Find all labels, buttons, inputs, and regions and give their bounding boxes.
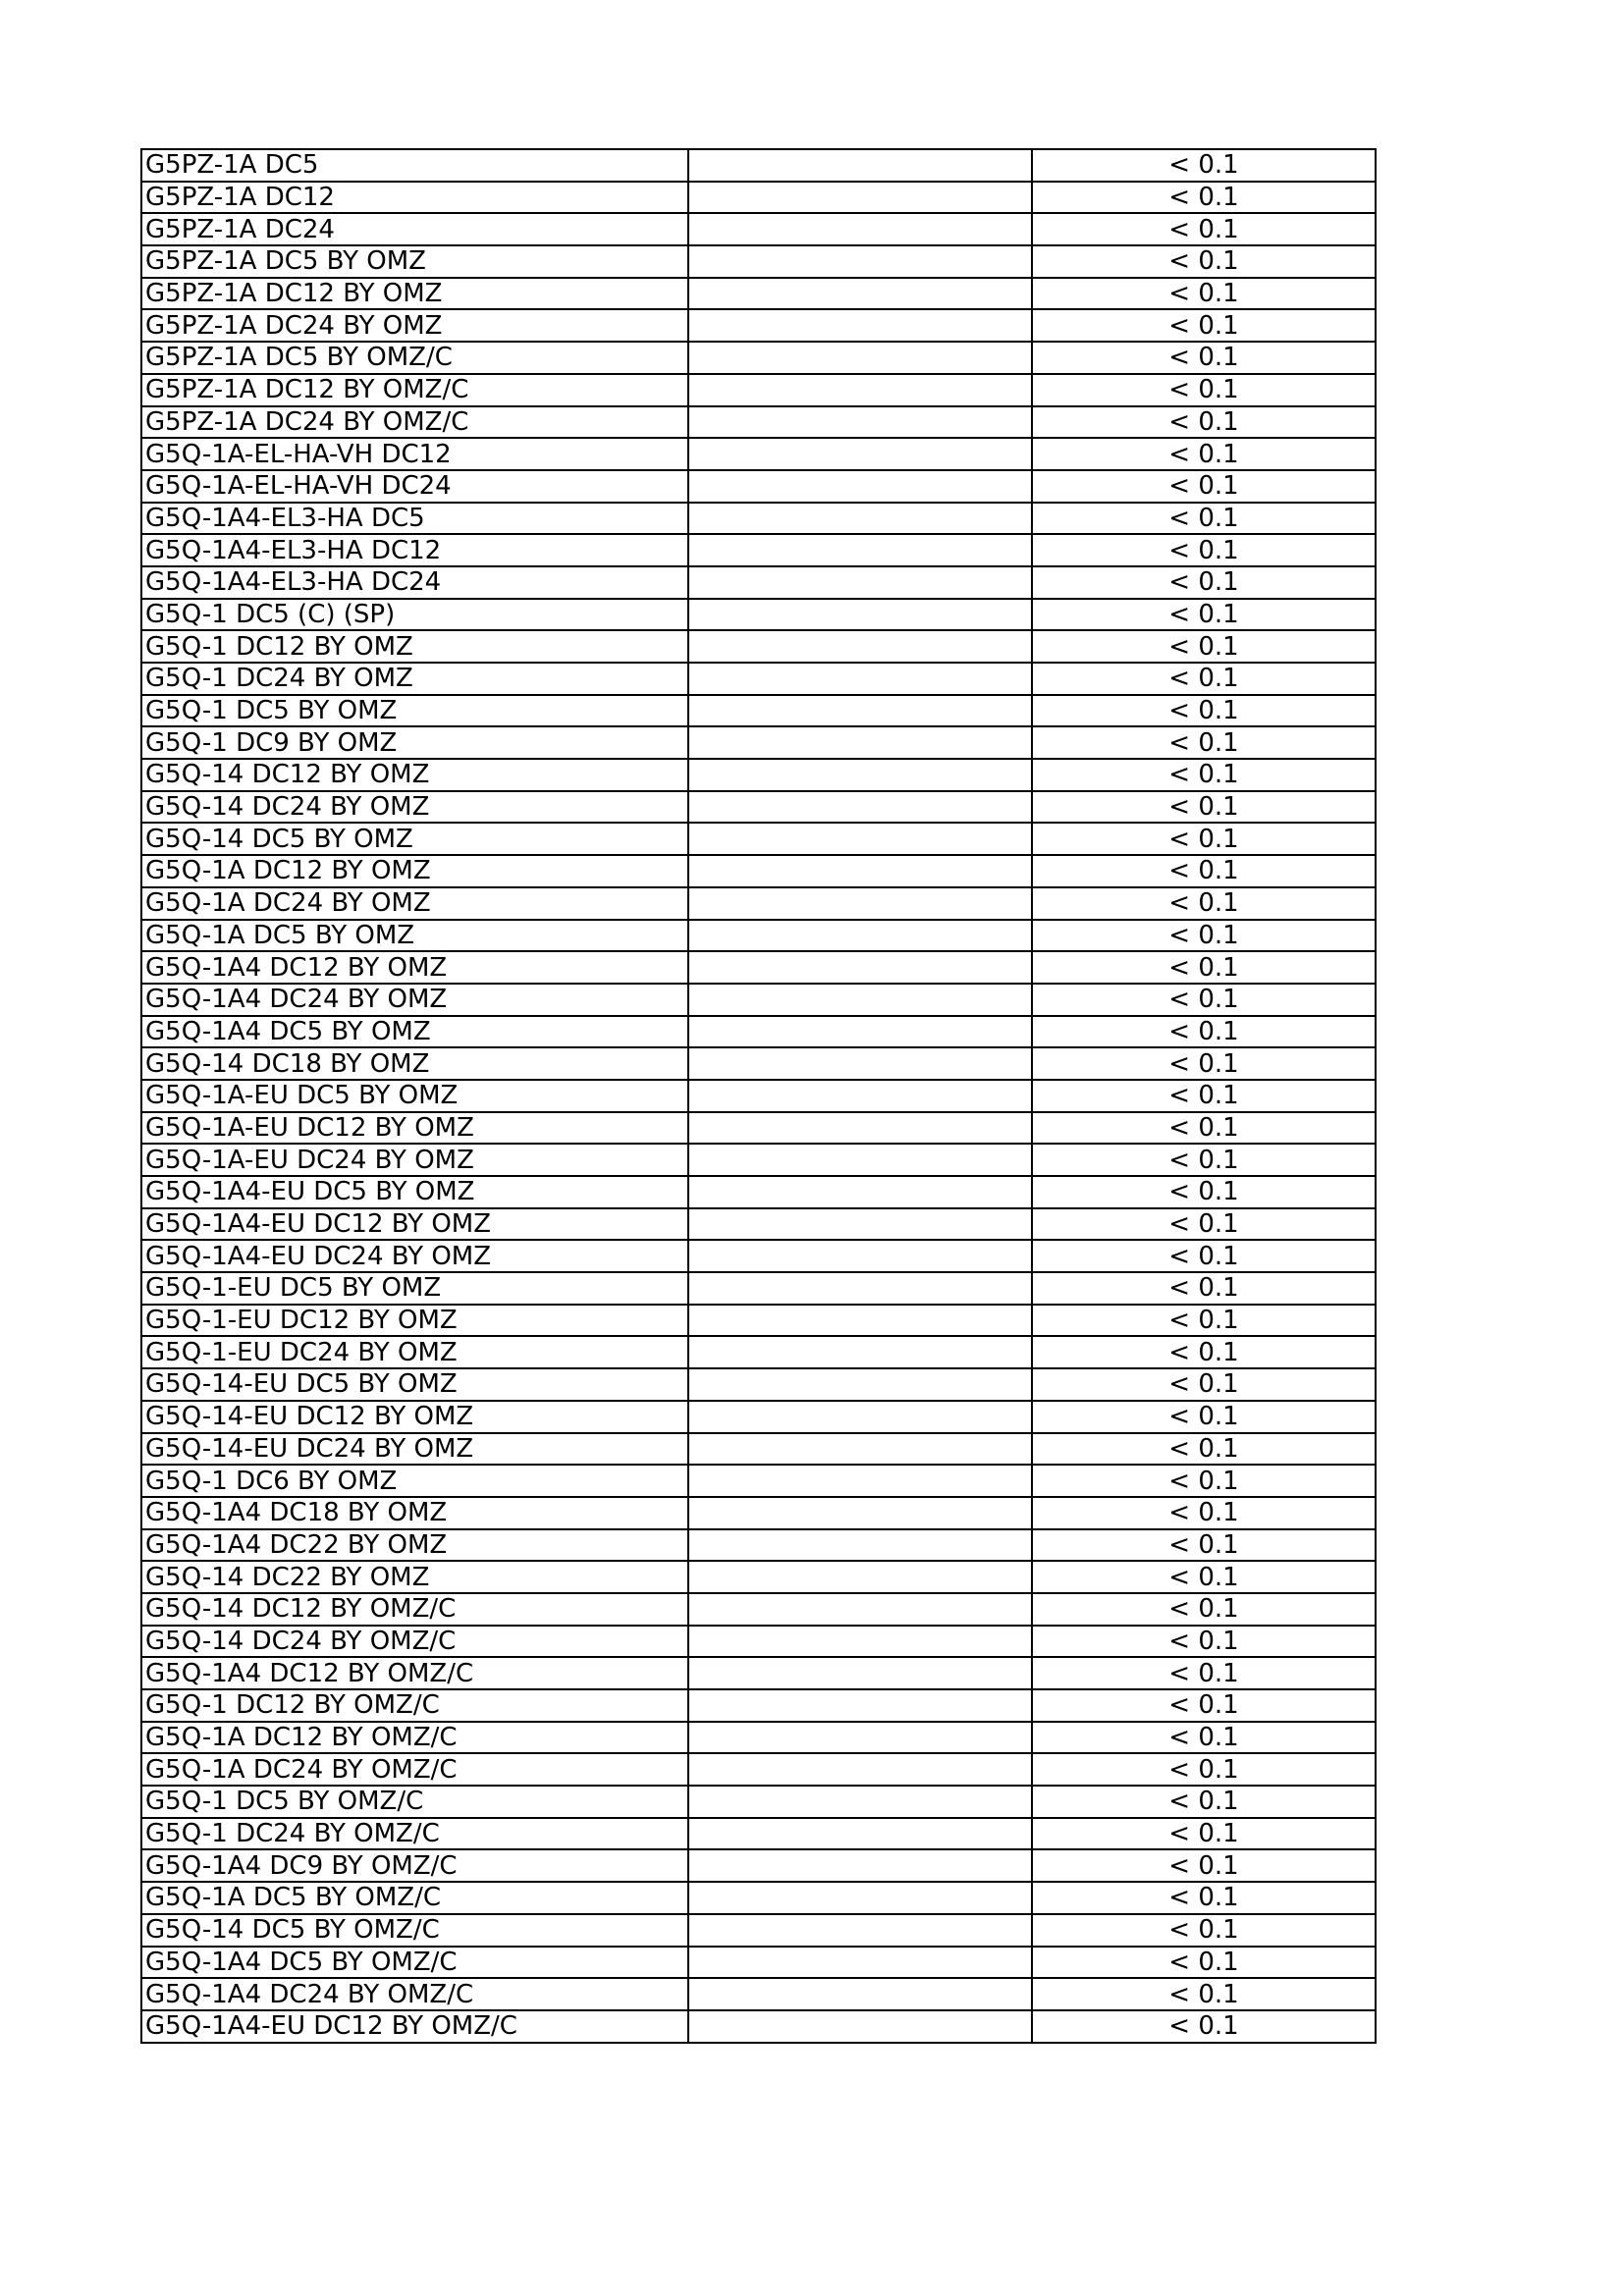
part-number-cell: G5Q-1A4 DC5 BY OMZ bbox=[141, 1016, 688, 1048]
empty-cell bbox=[688, 599, 1032, 631]
value-cell: < 0.1 bbox=[1032, 1657, 1376, 1689]
table-row bbox=[141, 374, 1376, 406]
part-number-cell: G5Q-1A4-EU DC24 BY OMZ bbox=[141, 1240, 688, 1272]
part-number-cell: G5Q-1-EU DC5 BY OMZ bbox=[141, 1272, 688, 1305]
table-row bbox=[141, 599, 1376, 631]
value-cell: < 0.1 bbox=[1032, 1080, 1376, 1112]
empty-cell bbox=[688, 1176, 1032, 1208]
value-cell: < 0.1 bbox=[1032, 726, 1376, 759]
part-number-cell: G5Q-14-EU DC5 BY OMZ bbox=[141, 1368, 688, 1401]
value-cell: < 0.1 bbox=[1032, 630, 1376, 663]
table-row bbox=[141, 534, 1376, 566]
empty-cell bbox=[688, 149, 1032, 182]
empty-cell bbox=[688, 1112, 1032, 1145]
table-row bbox=[141, 1272, 1376, 1305]
table-row bbox=[141, 1689, 1376, 1722]
value-cell: < 0.1 bbox=[1032, 1914, 1376, 1947]
value-cell: < 0.1 bbox=[1032, 1401, 1376, 1433]
value-cell: < 0.1 bbox=[1032, 534, 1376, 566]
table-row bbox=[141, 695, 1376, 727]
empty-cell bbox=[688, 1561, 1032, 1593]
value-cell: < 0.1 bbox=[1032, 823, 1376, 855]
part-number-cell: G5Q-1 DC5 (C) (SP) bbox=[141, 599, 688, 631]
value-cell: < 0.1 bbox=[1032, 1176, 1376, 1208]
empty-cell bbox=[688, 503, 1032, 535]
table-row bbox=[141, 1016, 1376, 1048]
value-cell: < 0.1 bbox=[1032, 182, 1376, 214]
value-cell: < 0.1 bbox=[1032, 1336, 1376, 1368]
part-number-cell: G5Q-14 DC5 BY OMZ bbox=[141, 823, 688, 855]
value-cell: < 0.1 bbox=[1032, 1112, 1376, 1145]
part-number-cell: G5Q-1A4-EU DC12 BY OMZ/C bbox=[141, 2010, 688, 2043]
empty-cell bbox=[688, 1497, 1032, 1529]
table-row bbox=[141, 1368, 1376, 1401]
value-cell: < 0.1 bbox=[1032, 278, 1376, 310]
part-number-cell: G5Q-1 DC24 BY OMZ/C bbox=[141, 1818, 688, 1850]
value-cell: < 0.1 bbox=[1032, 1722, 1376, 1754]
part-number-cell: G5Q-14 DC12 BY OMZ/C bbox=[141, 1593, 688, 1626]
part-number-cell: G5Q-1A4 DC18 BY OMZ bbox=[141, 1497, 688, 1529]
part-number-cell: G5PZ-1A DC24 BY OMZ/C bbox=[141, 406, 688, 439]
table-row bbox=[141, 213, 1376, 245]
empty-cell bbox=[688, 374, 1032, 406]
empty-cell bbox=[688, 984, 1032, 1016]
value-cell: < 0.1 bbox=[1032, 759, 1376, 791]
value-cell: < 0.1 bbox=[1032, 695, 1376, 727]
table-row bbox=[141, 566, 1376, 599]
empty-cell bbox=[688, 1144, 1032, 1176]
part-number-cell: G5Q-1A4 DC5 BY OMZ/C bbox=[141, 1947, 688, 1979]
empty-cell bbox=[688, 695, 1032, 727]
part-number-cell: G5Q-1A DC5 BY OMZ bbox=[141, 920, 688, 952]
value-cell: < 0.1 bbox=[1032, 245, 1376, 278]
empty-cell bbox=[688, 855, 1032, 887]
value-cell: < 0.1 bbox=[1032, 566, 1376, 599]
table-row bbox=[141, 342, 1376, 374]
part-number-cell: G5Q-1 DC24 BY OMZ bbox=[141, 663, 688, 695]
empty-cell bbox=[688, 1914, 1032, 1947]
empty-cell bbox=[688, 951, 1032, 984]
value-cell: < 0.1 bbox=[1032, 470, 1376, 503]
part-number-cell: G5Q-1-EU DC24 BY OMZ bbox=[141, 1336, 688, 1368]
part-number-cell: G5Q-1A4-EL3-HA DC24 bbox=[141, 566, 688, 599]
value-cell: < 0.1 bbox=[1032, 887, 1376, 920]
empty-cell bbox=[688, 1657, 1032, 1689]
part-number-cell: G5Q-1A4 DC22 BY OMZ bbox=[141, 1529, 688, 1562]
table-row bbox=[141, 309, 1376, 342]
part-number-cell: G5Q-1A-EU DC24 BY OMZ bbox=[141, 1144, 688, 1176]
table-row bbox=[141, 984, 1376, 1016]
part-number-cell: G5PZ-1A DC5 BY OMZ bbox=[141, 245, 688, 278]
empty-cell bbox=[688, 1272, 1032, 1305]
empty-cell bbox=[688, 663, 1032, 695]
table-row bbox=[141, 1978, 1376, 2010]
part-number-cell: G5Q-14 DC18 BY OMZ bbox=[141, 1047, 688, 1080]
value-cell: < 0.1 bbox=[1032, 1529, 1376, 1562]
empty-cell bbox=[688, 534, 1032, 566]
value-cell: < 0.1 bbox=[1032, 599, 1376, 631]
value-cell: < 0.1 bbox=[1032, 1144, 1376, 1176]
table-row bbox=[141, 663, 1376, 695]
empty-cell bbox=[688, 470, 1032, 503]
value-cell: < 0.1 bbox=[1032, 1305, 1376, 1337]
table-row bbox=[141, 759, 1376, 791]
table-row bbox=[141, 1753, 1376, 1786]
part-number-cell: G5PZ-1A DC12 bbox=[141, 182, 688, 214]
value-cell: < 0.1 bbox=[1032, 951, 1376, 984]
value-cell: < 0.1 bbox=[1032, 855, 1376, 887]
table-row bbox=[141, 726, 1376, 759]
part-number-cell: G5Q-1 DC12 BY OMZ bbox=[141, 630, 688, 663]
empty-cell bbox=[688, 1047, 1032, 1080]
empty-cell bbox=[688, 438, 1032, 470]
table-row bbox=[141, 503, 1376, 535]
empty-cell bbox=[688, 1433, 1032, 1466]
empty-cell bbox=[688, 1336, 1032, 1368]
part-number-cell: G5Q-1A4-EU DC5 BY OMZ bbox=[141, 1176, 688, 1208]
value-cell: < 0.1 bbox=[1032, 1593, 1376, 1626]
value-cell: < 0.1 bbox=[1032, 1818, 1376, 1850]
empty-cell bbox=[688, 1080, 1032, 1112]
part-number-cell: G5Q-1 DC9 BY OMZ bbox=[141, 726, 688, 759]
table-row bbox=[141, 1433, 1376, 1466]
part-number-cell: G5Q-1A DC12 BY OMZ bbox=[141, 855, 688, 887]
part-number-cell: G5Q-14-EU DC12 BY OMZ bbox=[141, 1401, 688, 1433]
part-number-cell: G5Q-1A-EU DC12 BY OMZ bbox=[141, 1112, 688, 1145]
value-cell: < 0.1 bbox=[1032, 1786, 1376, 1818]
value-cell: < 0.1 bbox=[1032, 1561, 1376, 1593]
table-row bbox=[141, 1657, 1376, 1689]
product-table bbox=[140, 148, 1377, 2044]
empty-cell bbox=[688, 1978, 1032, 2010]
part-number-cell: G5Q-1 DC5 BY OMZ bbox=[141, 695, 688, 727]
empty-cell bbox=[688, 182, 1032, 214]
table-row bbox=[141, 1401, 1376, 1433]
part-number-cell: G5Q-14 DC24 BY OMZ bbox=[141, 791, 688, 824]
empty-cell bbox=[688, 1305, 1032, 1337]
table-row bbox=[141, 1336, 1376, 1368]
part-number-cell: G5Q-1A-EL-HA-VH DC12 bbox=[141, 438, 688, 470]
table-row bbox=[141, 438, 1376, 470]
part-number-cell: G5Q-14 DC24 BY OMZ/C bbox=[141, 1626, 688, 1658]
empty-cell bbox=[688, 278, 1032, 310]
table-row bbox=[141, 1947, 1376, 1979]
empty-cell bbox=[688, 1368, 1032, 1401]
value-cell: < 0.1 bbox=[1032, 1978, 1376, 2010]
empty-cell bbox=[688, 1722, 1032, 1754]
value-cell: < 0.1 bbox=[1032, 309, 1376, 342]
empty-cell bbox=[688, 887, 1032, 920]
part-number-cell: G5Q-1A DC24 BY OMZ/C bbox=[141, 1753, 688, 1786]
value-cell: < 0.1 bbox=[1032, 1497, 1376, 1529]
value-cell: < 0.1 bbox=[1032, 1882, 1376, 1914]
empty-cell bbox=[688, 726, 1032, 759]
value-cell: < 0.1 bbox=[1032, 1947, 1376, 1979]
table-row bbox=[141, 1882, 1376, 1914]
part-number-cell: G5Q-14 DC12 BY OMZ bbox=[141, 759, 688, 791]
value-cell: < 0.1 bbox=[1032, 1272, 1376, 1305]
table-row bbox=[141, 1914, 1376, 1947]
part-number-cell: G5Q-14 DC5 BY OMZ/C bbox=[141, 1914, 688, 1947]
empty-cell bbox=[688, 1240, 1032, 1272]
empty-cell bbox=[688, 823, 1032, 855]
empty-cell bbox=[688, 2010, 1032, 2043]
empty-cell bbox=[688, 1593, 1032, 1626]
part-number-cell: G5Q-1 DC12 BY OMZ/C bbox=[141, 1689, 688, 1722]
part-number-cell: G5Q-1 DC6 BY OMZ bbox=[141, 1465, 688, 1497]
table-row bbox=[141, 245, 1376, 278]
part-number-cell: G5Q-14 DC22 BY OMZ bbox=[141, 1561, 688, 1593]
part-number-cell: G5Q-1A-EL-HA-VH DC24 bbox=[141, 470, 688, 503]
value-cell: < 0.1 bbox=[1032, 663, 1376, 695]
part-number-cell: G5Q-1A-EU DC5 BY OMZ bbox=[141, 1080, 688, 1112]
part-number-cell: G5Q-1A4-EU DC12 BY OMZ bbox=[141, 1208, 688, 1241]
part-number-cell: G5Q-1A4 DC24 BY OMZ/C bbox=[141, 1978, 688, 2010]
empty-cell bbox=[688, 1208, 1032, 1241]
value-cell: < 0.1 bbox=[1032, 1047, 1376, 1080]
empty-cell bbox=[688, 245, 1032, 278]
empty-cell bbox=[688, 1753, 1032, 1786]
table-row bbox=[141, 630, 1376, 663]
empty-cell bbox=[688, 342, 1032, 374]
table-row bbox=[141, 1465, 1376, 1497]
value-cell: < 0.1 bbox=[1032, 984, 1376, 1016]
table-row bbox=[141, 149, 1376, 182]
empty-cell bbox=[688, 1818, 1032, 1850]
empty-cell bbox=[688, 1882, 1032, 1914]
empty-cell bbox=[688, 566, 1032, 599]
value-cell: < 0.1 bbox=[1032, 791, 1376, 824]
table-row bbox=[141, 1112, 1376, 1145]
part-number-cell: G5Q-1A4 DC9 BY OMZ/C bbox=[141, 1849, 688, 1882]
part-number-cell: G5Q-1A4 DC24 BY OMZ bbox=[141, 984, 688, 1016]
table-row bbox=[141, 1240, 1376, 1272]
table-row bbox=[141, 1144, 1376, 1176]
value-cell: < 0.1 bbox=[1032, 1368, 1376, 1401]
table-row bbox=[141, 920, 1376, 952]
value-cell: < 0.1 bbox=[1032, 149, 1376, 182]
empty-cell bbox=[688, 309, 1032, 342]
value-cell: < 0.1 bbox=[1032, 1465, 1376, 1497]
part-number-cell: G5Q-1A DC12 BY OMZ/C bbox=[141, 1722, 688, 1754]
part-number-cell: G5Q-1A4-EL3-HA DC5 bbox=[141, 503, 688, 535]
table-row bbox=[141, 1593, 1376, 1626]
table-row bbox=[141, 1176, 1376, 1208]
value-cell: < 0.1 bbox=[1032, 1689, 1376, 1722]
table-row bbox=[141, 1497, 1376, 1529]
empty-cell bbox=[688, 1529, 1032, 1562]
value-cell: < 0.1 bbox=[1032, 1626, 1376, 1658]
part-number-cell: G5Q-1 DC5 BY OMZ/C bbox=[141, 1786, 688, 1818]
table-row bbox=[141, 1626, 1376, 1658]
table-row bbox=[141, 2010, 1376, 2043]
empty-cell bbox=[688, 1786, 1032, 1818]
value-cell: < 0.1 bbox=[1032, 1240, 1376, 1272]
table-row bbox=[141, 1722, 1376, 1754]
empty-cell bbox=[688, 406, 1032, 439]
value-cell: < 0.1 bbox=[1032, 213, 1376, 245]
empty-cell bbox=[688, 759, 1032, 791]
value-cell: < 0.1 bbox=[1032, 1016, 1376, 1048]
part-number-cell: G5PZ-1A DC5 bbox=[141, 149, 688, 182]
table-row bbox=[141, 887, 1376, 920]
value-cell: < 0.1 bbox=[1032, 2010, 1376, 2043]
part-number-cell: G5PZ-1A DC12 BY OMZ bbox=[141, 278, 688, 310]
part-number-cell: G5Q-1A4 DC12 BY OMZ/C bbox=[141, 1657, 688, 1689]
table-row bbox=[141, 1849, 1376, 1882]
part-number-cell: G5PZ-1A DC24 bbox=[141, 213, 688, 245]
table-row bbox=[141, 1529, 1376, 1562]
table-row bbox=[141, 823, 1376, 855]
table-row bbox=[141, 791, 1376, 824]
empty-cell bbox=[688, 1849, 1032, 1882]
table-row bbox=[141, 1786, 1376, 1818]
table-row bbox=[141, 1208, 1376, 1241]
value-cell: < 0.1 bbox=[1032, 1433, 1376, 1466]
empty-cell bbox=[688, 1947, 1032, 1979]
empty-cell bbox=[688, 1689, 1032, 1722]
table-row bbox=[141, 406, 1376, 439]
empty-cell bbox=[688, 630, 1032, 663]
value-cell: < 0.1 bbox=[1032, 503, 1376, 535]
part-number-cell: G5PZ-1A DC12 BY OMZ/C bbox=[141, 374, 688, 406]
part-number-cell: G5Q-1-EU DC12 BY OMZ bbox=[141, 1305, 688, 1337]
part-number-cell: G5PZ-1A DC24 BY OMZ bbox=[141, 309, 688, 342]
table-row bbox=[141, 1561, 1376, 1593]
empty-cell bbox=[688, 213, 1032, 245]
value-cell: < 0.1 bbox=[1032, 438, 1376, 470]
empty-cell bbox=[688, 1401, 1032, 1433]
value-cell: < 0.1 bbox=[1032, 1849, 1376, 1882]
value-cell: < 0.1 bbox=[1032, 342, 1376, 374]
empty-cell bbox=[688, 920, 1032, 952]
empty-cell bbox=[688, 1465, 1032, 1497]
part-number-cell: G5Q-1A DC24 BY OMZ bbox=[141, 887, 688, 920]
value-cell: < 0.1 bbox=[1032, 1753, 1376, 1786]
table-row bbox=[141, 1818, 1376, 1850]
empty-cell bbox=[688, 1626, 1032, 1658]
part-number-cell: G5Q-14-EU DC24 BY OMZ bbox=[141, 1433, 688, 1466]
table-row bbox=[141, 182, 1376, 214]
product-table-body bbox=[141, 149, 1376, 2043]
table-row bbox=[141, 470, 1376, 503]
table-row bbox=[141, 1305, 1376, 1337]
value-cell: < 0.1 bbox=[1032, 920, 1376, 952]
table-row bbox=[141, 1080, 1376, 1112]
value-cell: < 0.1 bbox=[1032, 406, 1376, 439]
part-number-cell: G5Q-1A4 DC12 BY OMZ bbox=[141, 951, 688, 984]
empty-cell bbox=[688, 791, 1032, 824]
table-row bbox=[141, 278, 1376, 310]
part-number-cell: G5Q-1A DC5 BY OMZ/C bbox=[141, 1882, 688, 1914]
table-row bbox=[141, 1047, 1376, 1080]
value-cell: < 0.1 bbox=[1032, 374, 1376, 406]
table-row bbox=[141, 855, 1376, 887]
part-number-cell: G5PZ-1A DC5 BY OMZ/C bbox=[141, 342, 688, 374]
empty-cell bbox=[688, 1016, 1032, 1048]
value-cell: < 0.1 bbox=[1032, 1208, 1376, 1241]
table-row bbox=[141, 951, 1376, 984]
part-number-cell: G5Q-1A4-EL3-HA DC12 bbox=[141, 534, 688, 566]
